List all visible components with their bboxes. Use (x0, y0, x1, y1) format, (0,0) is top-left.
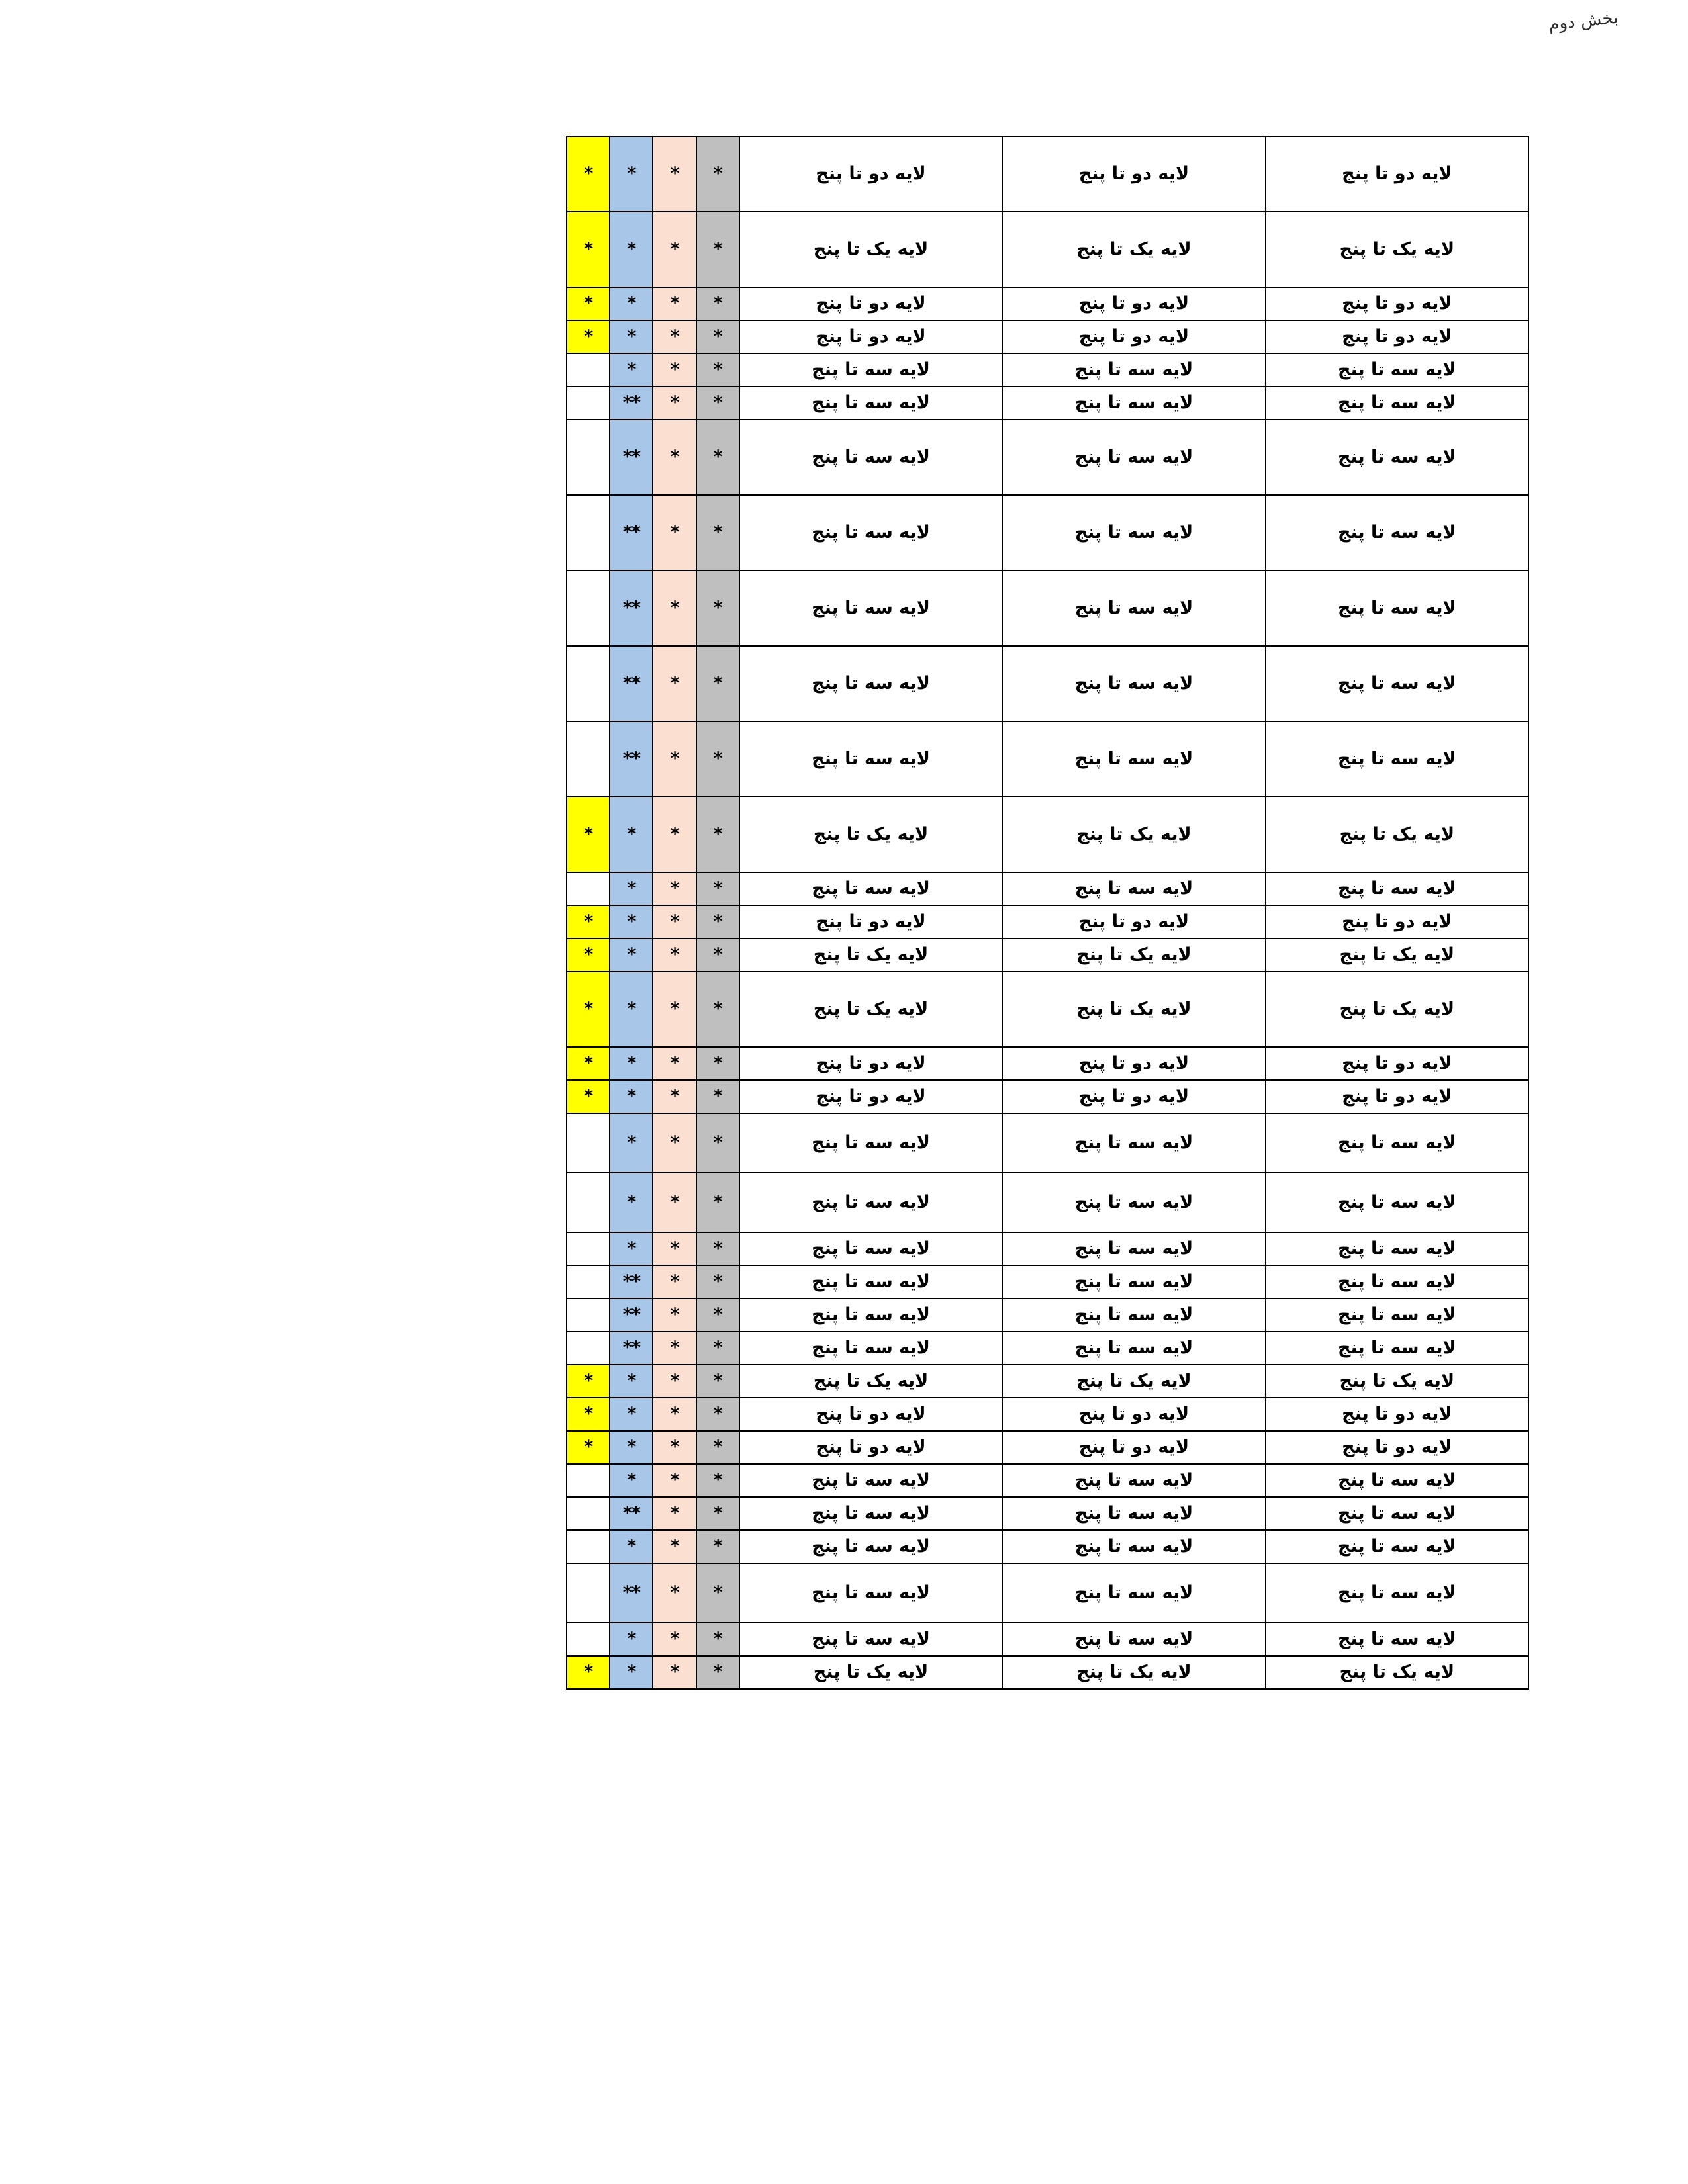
cell-mark-m1: * (696, 1298, 739, 1332)
cell-mark-m3: * (610, 1173, 653, 1232)
table-row (567, 1365, 1528, 1398)
cell-text-2: لایه سه تا پنج (1002, 1332, 1265, 1365)
cell-mark-m4: * (567, 1431, 610, 1464)
cell-mark-m4: * (567, 320, 610, 353)
cell-text-1: لایه دو تا پنج (1266, 1047, 1528, 1080)
table-row (567, 797, 1528, 872)
cell-text-3: لایه سه تا پنج (739, 1530, 1002, 1563)
table-row (567, 1623, 1528, 1656)
cell-text-2: لایه دو تا پنج (1002, 1431, 1265, 1464)
cell-text-2: لایه یک تا پنج (1002, 972, 1265, 1047)
cell-mark-m3: ** (610, 570, 653, 646)
cell-text-3: لایه سه تا پنج (739, 721, 1002, 797)
cell-mark-m1: * (696, 1113, 739, 1173)
table-row (567, 387, 1528, 420)
cell-mark-m1: * (696, 938, 739, 972)
cell-text-2: لایه سه تا پنج (1002, 1464, 1265, 1497)
cell-mark-m1: * (696, 721, 739, 797)
cell-text-1: لایه دو تا پنج (1266, 136, 1528, 212)
cell-text-1: لایه سه تا پنج (1266, 872, 1528, 905)
cell-text-1: لایه سه تا پنج (1266, 1530, 1528, 1563)
cell-mark-m2: * (653, 287, 696, 320)
cell-mark-m3: * (610, 1232, 653, 1265)
cell-mark-m4: * (567, 1047, 610, 1080)
cell-mark-m1: * (696, 1080, 739, 1113)
cell-mark-m2: * (653, 212, 696, 287)
cell-text-2: لایه سه تا پنج (1002, 646, 1265, 721)
cell-mark-m1: * (696, 1232, 739, 1265)
cell-mark-m1: * (696, 646, 739, 721)
cell-text-1: لایه سه تا پنج (1266, 420, 1528, 495)
cell-mark-m1: * (696, 905, 739, 938)
table-row (567, 1431, 1528, 1464)
cell-mark-m1: * (696, 1173, 739, 1232)
cell-text-2: لایه سه تا پنج (1002, 495, 1265, 570)
cell-text-3: لایه یک تا پنج (739, 1365, 1002, 1398)
cell-text-1: لایه سه تا پنج (1266, 646, 1528, 721)
cell-text-2: لایه یک تا پنج (1002, 797, 1265, 872)
cell-mark-m3: * (610, 1656, 653, 1689)
cell-mark-m3: * (610, 1464, 653, 1497)
cell-mark-m1: * (696, 136, 739, 212)
cell-mark-m3: * (610, 353, 653, 387)
cell-text-3: لایه یک تا پنج (739, 797, 1002, 872)
cell-mark-m4 (567, 1497, 610, 1530)
cell-text-2: لایه سه تا پنج (1002, 387, 1265, 420)
cell-mark-m2: * (653, 1497, 696, 1530)
cell-mark-m4 (567, 1113, 610, 1173)
table-row (567, 938, 1528, 972)
table-row (567, 1047, 1528, 1080)
cell-text-3: لایه یک تا پنج (739, 1656, 1002, 1689)
cell-mark-m1: * (696, 1365, 739, 1398)
cell-mark-m2: * (653, 721, 696, 797)
cell-text-3: لایه سه تا پنج (739, 495, 1002, 570)
cell-mark-m3: * (610, 797, 653, 872)
cell-mark-m2: * (653, 570, 696, 646)
cell-mark-m1: * (696, 1623, 739, 1656)
cell-mark-m3: ** (610, 420, 653, 495)
cell-mark-m4: * (567, 287, 610, 320)
cell-mark-m4: * (567, 972, 610, 1047)
cell-text-2: لایه سه تا پنج (1002, 420, 1265, 495)
cell-mark-m3: * (610, 938, 653, 972)
cell-text-2: لایه سه تا پنج (1002, 1173, 1265, 1232)
cell-mark-m3: * (610, 1080, 653, 1113)
cell-mark-m4 (567, 495, 610, 570)
cell-text-1: لایه یک تا پنج (1266, 1656, 1528, 1689)
cell-text-2: لایه سه تا پنج (1002, 1530, 1265, 1563)
cell-text-2: لایه سه تا پنج (1002, 1623, 1265, 1656)
cell-mark-m3: * (610, 1365, 653, 1398)
cell-mark-m1: * (696, 1332, 739, 1365)
cell-mark-m4 (567, 1332, 610, 1365)
cell-text-3: لایه دو تا پنج (739, 136, 1002, 212)
cell-mark-m3: ** (610, 1497, 653, 1530)
cell-mark-m2: * (653, 1431, 696, 1464)
cell-mark-m1: * (696, 1497, 739, 1530)
cell-mark-m3: ** (610, 1332, 653, 1365)
cell-text-2: لایه سه تا پنج (1002, 1265, 1265, 1298)
cell-mark-m2: * (653, 1623, 696, 1656)
cell-mark-m1: * (696, 353, 739, 387)
cell-text-1: لایه سه تا پنج (1266, 353, 1528, 387)
table-row (567, 721, 1528, 797)
table-row (567, 1530, 1528, 1563)
cell-text-1: لایه سه تا پنج (1266, 570, 1528, 646)
cell-text-3: لایه سه تا پنج (739, 1464, 1002, 1497)
cell-mark-m4: * (567, 905, 610, 938)
cell-mark-m2: * (653, 797, 696, 872)
cell-text-2: لایه دو تا پنج (1002, 287, 1265, 320)
table-row (567, 320, 1528, 353)
cell-text-2: لایه سه تا پنج (1002, 1497, 1265, 1530)
cell-text-2: لایه یک تا پنج (1002, 938, 1265, 972)
cell-mark-m2: * (653, 1563, 696, 1623)
cell-text-3: لایه سه تا پنج (739, 570, 1002, 646)
cell-text-1: لایه دو تا پنج (1266, 1431, 1528, 1464)
cell-text-3: لایه یک تا پنج (739, 212, 1002, 287)
cell-mark-m4: * (567, 1080, 610, 1113)
cell-mark-m4: * (567, 938, 610, 972)
cell-mark-m3: * (610, 320, 653, 353)
cell-text-2: لایه دو تا پنج (1002, 136, 1265, 212)
cell-mark-m4: * (567, 136, 610, 212)
cell-mark-m2: * (653, 136, 696, 212)
cell-mark-m1: * (696, 1398, 739, 1431)
cell-mark-m2: * (653, 972, 696, 1047)
cell-text-3: لایه سه تا پنج (739, 1332, 1002, 1365)
cell-text-1: لایه یک تا پنج (1266, 1365, 1528, 1398)
cell-mark-m4 (567, 1298, 610, 1332)
table-row (567, 872, 1528, 905)
cell-text-1: لایه دو تا پنج (1266, 320, 1528, 353)
cell-mark-m2: * (653, 872, 696, 905)
cell-mark-m4 (567, 387, 610, 420)
cell-text-2: لایه سه تا پنج (1002, 1563, 1265, 1623)
cell-text-3: لایه سه تا پنج (739, 1113, 1002, 1173)
cell-text-2: لایه سه تا پنج (1002, 872, 1265, 905)
table-row (567, 287, 1528, 320)
table-row (567, 1497, 1528, 1530)
cell-text-3: لایه یک تا پنج (739, 972, 1002, 1047)
page-corner-mark: بخش دوم (1547, 7, 1619, 35)
table-row (567, 570, 1528, 646)
table-row (567, 212, 1528, 287)
cell-mark-m3: * (610, 1530, 653, 1563)
cell-mark-m1: * (696, 287, 739, 320)
cell-mark-m3: * (610, 1047, 653, 1080)
cell-text-2: لایه دو تا پنج (1002, 1398, 1265, 1431)
table-row (567, 136, 1528, 212)
cell-text-2: لایه دو تا پنج (1002, 320, 1265, 353)
cell-mark-m2: * (653, 1365, 696, 1398)
cell-text-1: لایه یک تا پنج (1266, 797, 1528, 872)
cell-text-2: لایه سه تا پنج (1002, 353, 1265, 387)
cell-mark-m1: * (696, 420, 739, 495)
cell-text-1: لایه سه تا پنج (1266, 1173, 1528, 1232)
cell-mark-m3: * (610, 972, 653, 1047)
cell-mark-m2: * (653, 320, 696, 353)
cell-text-1: لایه سه تا پنج (1266, 1497, 1528, 1530)
cell-mark-m4 (567, 420, 610, 495)
cell-mark-m4 (567, 1563, 610, 1623)
cell-text-3: لایه یک تا پنج (739, 938, 1002, 972)
table-row (567, 905, 1528, 938)
cell-mark-m1: * (696, 1464, 739, 1497)
cell-text-1: لایه سه تا پنج (1266, 387, 1528, 420)
cell-text-3: لایه سه تا پنج (739, 1497, 1002, 1530)
cell-mark-m3: ** (610, 1298, 653, 1332)
cell-text-1: لایه دو تا پنج (1266, 1398, 1528, 1431)
cell-mark-m3: * (610, 1623, 653, 1656)
cell-mark-m2: * (653, 1265, 696, 1298)
table-row (567, 420, 1528, 495)
cell-mark-m1: * (696, 1563, 739, 1623)
cell-text-3: لایه سه تا پنج (739, 1232, 1002, 1265)
layer-data-table (566, 136, 1529, 1690)
cell-text-2: لایه دو تا پنج (1002, 1047, 1265, 1080)
cell-mark-m1: * (696, 570, 739, 646)
table-row (567, 495, 1528, 570)
cell-mark-m1: * (696, 1047, 739, 1080)
cell-mark-m1: * (696, 387, 739, 420)
cell-text-3: لایه دو تا پنج (739, 287, 1002, 320)
cell-mark-m4 (567, 1265, 610, 1298)
cell-text-1: لایه سه تا پنج (1266, 1464, 1528, 1497)
cell-text-2: لایه دو تا پنج (1002, 905, 1265, 938)
cell-mark-m2: * (653, 1232, 696, 1265)
cell-mark-m1: * (696, 797, 739, 872)
cell-mark-m3: ** (610, 495, 653, 570)
cell-mark-m3: * (610, 1431, 653, 1464)
cell-text-1: لایه دو تا پنج (1266, 905, 1528, 938)
cell-mark-m3: * (610, 1398, 653, 1431)
cell-mark-m1: * (696, 212, 739, 287)
cell-text-1: لایه سه تا پنج (1266, 721, 1528, 797)
cell-text-1: لایه سه تا پنج (1266, 1332, 1528, 1365)
table-container (566, 136, 1529, 1690)
cell-mark-m4 (567, 1232, 610, 1265)
cell-mark-m2: * (653, 1047, 696, 1080)
cell-mark-m4 (567, 646, 610, 721)
cell-text-3: لایه دو تا پنج (739, 905, 1002, 938)
cell-mark-m4: * (567, 1656, 610, 1689)
table-body (567, 136, 1528, 1689)
cell-mark-m3: ** (610, 387, 653, 420)
cell-mark-m2: * (653, 495, 696, 570)
cell-text-2: لایه سه تا پنج (1002, 1232, 1265, 1265)
cell-mark-m2: * (653, 1530, 696, 1563)
cell-mark-m1: * (696, 1431, 739, 1464)
cell-mark-m1: * (696, 495, 739, 570)
cell-mark-m1: * (696, 872, 739, 905)
cell-mark-m1: * (696, 320, 739, 353)
cell-mark-m1: * (696, 1656, 739, 1689)
table-row (567, 1332, 1528, 1365)
cell-text-1: لایه سه تا پنج (1266, 1563, 1528, 1623)
cell-mark-m3: * (610, 212, 653, 287)
cell-text-1: لایه یک تا پنج (1266, 972, 1528, 1047)
cell-mark-m4: * (567, 797, 610, 872)
table-row (567, 1656, 1528, 1689)
cell-mark-m2: * (653, 387, 696, 420)
table-row (567, 1298, 1528, 1332)
cell-mark-m3: * (610, 1113, 653, 1173)
cell-text-1: لایه دو تا پنج (1266, 1080, 1528, 1113)
cell-mark-m2: * (653, 1398, 696, 1431)
cell-text-3: لایه سه تا پنج (739, 420, 1002, 495)
table-row (567, 1232, 1528, 1265)
cell-text-3: لایه سه تا پنج (739, 646, 1002, 721)
cell-mark-m3: * (610, 287, 653, 320)
cell-text-2: لایه یک تا پنج (1002, 1365, 1265, 1398)
cell-text-1: لایه سه تا پنج (1266, 495, 1528, 570)
cell-mark-m4 (567, 872, 610, 905)
cell-mark-m3: * (610, 905, 653, 938)
cell-mark-m2: * (653, 646, 696, 721)
cell-text-3: لایه سه تا پنج (739, 872, 1002, 905)
cell-mark-m2: * (653, 938, 696, 972)
cell-text-2: لایه سه تا پنج (1002, 721, 1265, 797)
cell-text-2: لایه سه تا پنج (1002, 1113, 1265, 1173)
cell-text-3: لایه سه تا پنج (739, 387, 1002, 420)
table-row (567, 353, 1528, 387)
cell-text-1: لایه سه تا پنج (1266, 1623, 1528, 1656)
cell-mark-m2: * (653, 420, 696, 495)
cell-mark-m4 (567, 1173, 610, 1232)
cell-text-3: لایه سه تا پنج (739, 353, 1002, 387)
cell-text-1: لایه یک تا پنج (1266, 212, 1528, 287)
cell-text-1: لایه یک تا پنج (1266, 938, 1528, 972)
cell-mark-m3: ** (610, 1265, 653, 1298)
table-row (567, 972, 1528, 1047)
cell-mark-m4 (567, 1530, 610, 1563)
cell-text-1: لایه سه تا پنج (1266, 1232, 1528, 1265)
cell-mark-m2: * (653, 1298, 696, 1332)
cell-mark-m2: * (653, 1173, 696, 1232)
cell-text-2: لایه یک تا پنج (1002, 1656, 1265, 1689)
cell-mark-m3: ** (610, 1563, 653, 1623)
table-row (567, 1563, 1528, 1623)
table-row (567, 1398, 1528, 1431)
cell-text-3: لایه دو تا پنج (739, 1431, 1002, 1464)
cell-mark-m2: * (653, 905, 696, 938)
table-row (567, 1113, 1528, 1173)
cell-text-2: لایه سه تا پنج (1002, 1298, 1265, 1332)
cell-text-3: لایه دو تا پنج (739, 1047, 1002, 1080)
cell-mark-m4: * (567, 1365, 610, 1398)
cell-text-2: لایه یک تا پنج (1002, 212, 1265, 287)
cell-mark-m3: * (610, 872, 653, 905)
cell-text-3: لایه سه تا پنج (739, 1265, 1002, 1298)
cell-text-1: لایه سه تا پنج (1266, 1113, 1528, 1173)
table-row (567, 1080, 1528, 1113)
cell-text-3: لایه دو تا پنج (739, 1398, 1002, 1431)
cell-text-2: لایه سه تا پنج (1002, 570, 1265, 646)
cell-mark-m2: * (653, 1080, 696, 1113)
cell-mark-m2: * (653, 353, 696, 387)
table-row (567, 646, 1528, 721)
cell-text-1: لایه سه تا پنج (1266, 1265, 1528, 1298)
cell-text-3: لایه دو تا پنج (739, 1080, 1002, 1113)
cell-mark-m1: * (696, 1265, 739, 1298)
cell-mark-m4 (567, 1464, 610, 1497)
cell-text-2: لایه دو تا پنج (1002, 1080, 1265, 1113)
cell-mark-m3: ** (610, 721, 653, 797)
cell-mark-m4 (567, 353, 610, 387)
cell-mark-m2: * (653, 1113, 696, 1173)
cell-mark-m4 (567, 1623, 610, 1656)
table-row (567, 1173, 1528, 1232)
cell-mark-m1: * (696, 972, 739, 1047)
cell-text-3: لایه دو تا پنج (739, 320, 1002, 353)
cell-text-1: لایه دو تا پنج (1266, 287, 1528, 320)
cell-text-3: لایه سه تا پنج (739, 1173, 1002, 1232)
table-row (567, 1265, 1528, 1298)
cell-mark-m2: * (653, 1332, 696, 1365)
cell-mark-m1: * (696, 1530, 739, 1563)
cell-mark-m4 (567, 570, 610, 646)
cell-mark-m4 (567, 721, 610, 797)
cell-mark-m3: * (610, 136, 653, 212)
cell-mark-m2: * (653, 1464, 696, 1497)
cell-text-1: لایه سه تا پنج (1266, 1298, 1528, 1332)
cell-text-3: لایه سه تا پنج (739, 1563, 1002, 1623)
cell-mark-m2: * (653, 1656, 696, 1689)
cell-text-3: لایه سه تا پنج (739, 1623, 1002, 1656)
cell-mark-m3: ** (610, 646, 653, 721)
table-row (567, 1464, 1528, 1497)
cell-mark-m4: * (567, 212, 610, 287)
cell-mark-m4: * (567, 1398, 610, 1431)
cell-text-3: لایه سه تا پنج (739, 1298, 1002, 1332)
